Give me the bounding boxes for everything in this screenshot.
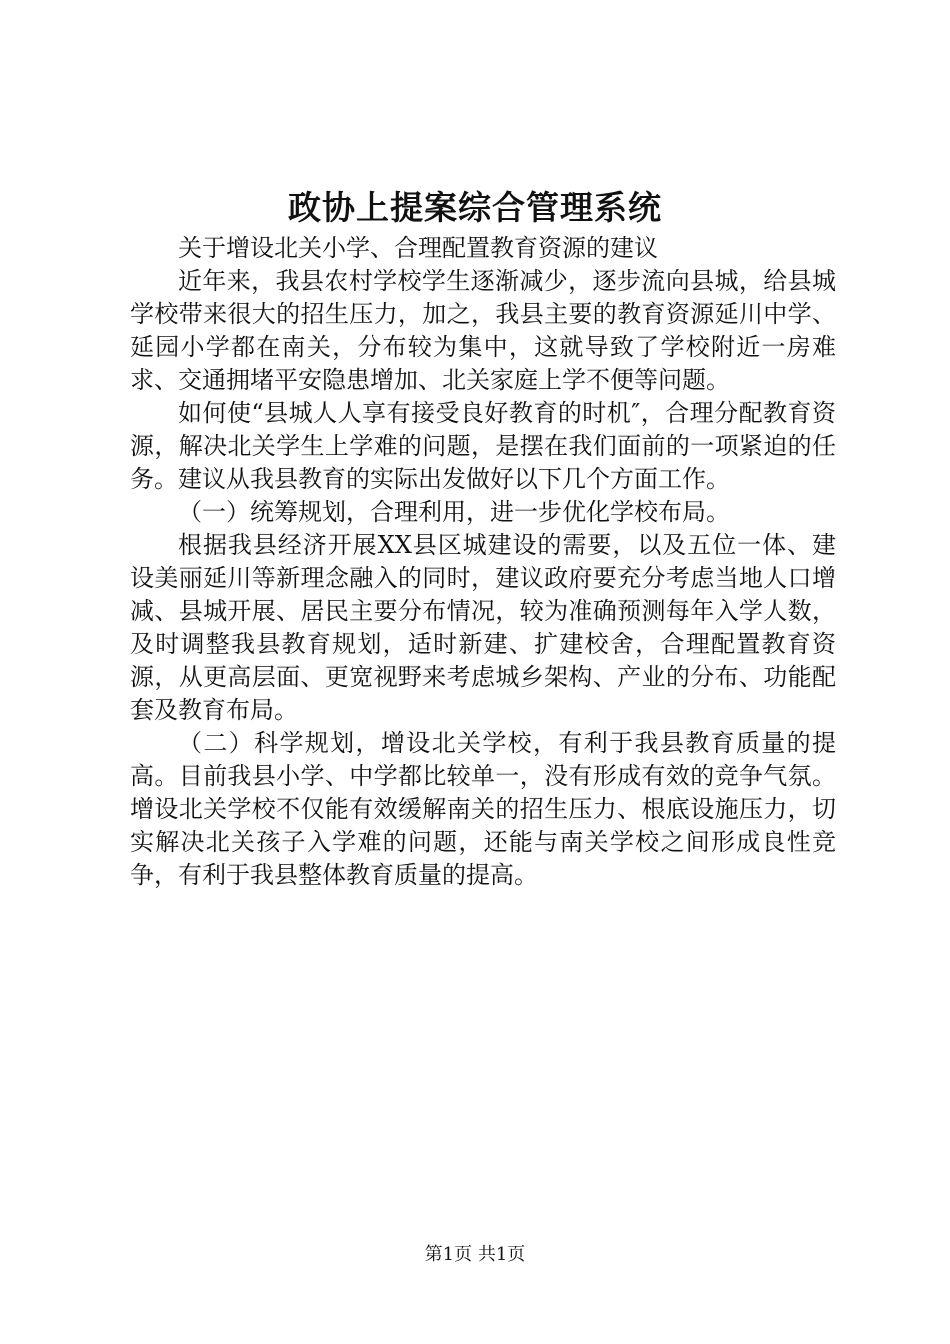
proposal-subject: 关于增设北关小学、合理配置教育资源的建议: [178, 234, 658, 262]
body-paragraph: 近年来，我县农村学校学生逐渐减少，逐步流向县城，给县城学校带来很大的招生压力，加之，我县主要的教育资源延川中学、延园小学都在南关，分布较为集中，这就导致了学校附近一房难求、交通拥堵平安隐患增加、北关家庭上学不便等问题。: [130, 267, 836, 394]
body-paragraph: （二）科学规划，增设北关学校，有利于我县教育质量的提高。目前我县小学、中学都比较单一，没有形成有效的竞争气氛。增设北关学校不仅能有效缓解南关的招生压力、根底设施压力，切实解决北关孩子入学难的问题，还能与南关学校之间形成良性竞争，有利于我县整体教育质量的提高。: [130, 729, 836, 889]
document-body: [130, 232, 836, 892]
page-number-footer: 第1页 共1页: [424, 1244, 526, 1265]
section-heading: （一）统筹规划，合理利用，进一步优化学校布局。: [178, 498, 730, 526]
body-paragraph: 如何使“县城人人享有接受良好教育的时机″，合理分配教育资源，解决北关学生上学难的问题，是摆在我们面前的一项紧迫的任务。建议从我县教育的实际出发做好以下几个方面工作。: [130, 399, 836, 493]
body-paragraph: 根据我县经济开展XX县区城建设的需要，以及五位一体、建设美丽延川等新理念融入的同时，建议政府要充分考虑当地人口增减、县城开展、居民主要分布情况，较为准确预测每年入学人数，及时调整我县教育规划，适时新建、扩建校舍，合理配置教育资源，从更高层面、更宽视野来考虑城乡架构、产业的分布、功能配套及教育布局。: [130, 531, 836, 724]
document-title: 政协上提案综合管理系统: [288, 188, 662, 227]
